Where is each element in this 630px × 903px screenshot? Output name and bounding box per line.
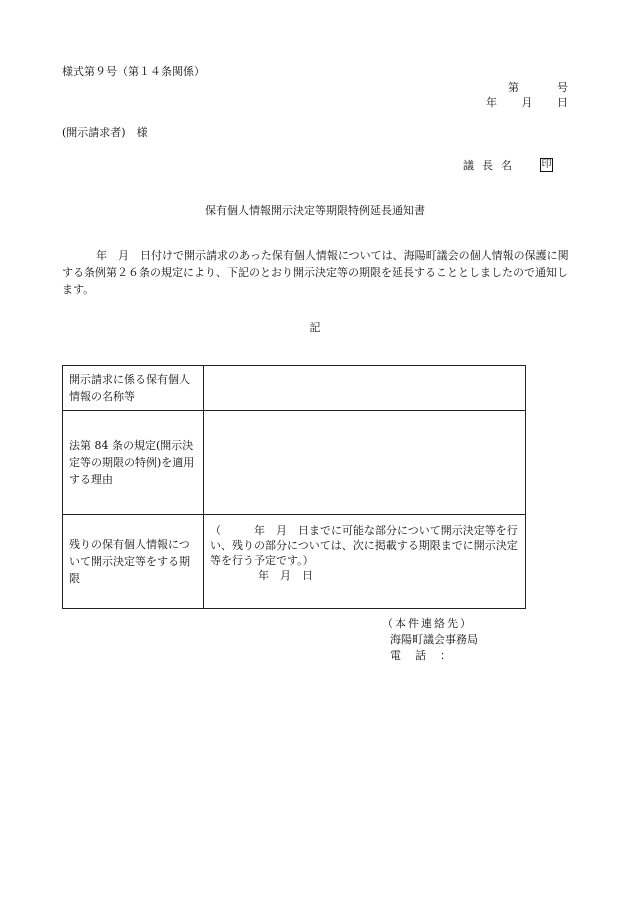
sender xyxy=(463,158,553,172)
table-label: 残りの保有個人情報について開示決定等をする期限 xyxy=(63,515,204,609)
tel-value: ： xyxy=(440,649,451,662)
document-date xyxy=(486,97,568,108)
table-label: 開示請求に係る保有個人情報の名称等 xyxy=(63,366,204,411)
table-row xyxy=(63,515,526,609)
body-paragraph xyxy=(62,247,572,298)
date-year: 年 xyxy=(486,96,497,109)
info-table xyxy=(62,365,526,609)
date-month: 月 xyxy=(521,96,533,109)
seal-mark: 印 xyxy=(541,159,552,170)
sender-name: 議長名 xyxy=(463,158,520,172)
table-label: 法第 84 条の規定(開示決定等の期限の特例)を適用する理由 xyxy=(63,411,204,515)
table-row xyxy=(63,366,526,411)
doc-no-suffix: 号 xyxy=(557,81,568,94)
deadline-date: 年 月 日 xyxy=(258,569,313,582)
contact-tel xyxy=(382,648,478,664)
table-value xyxy=(204,411,526,515)
deadline-note: （ 年 月 日までに可能な部分について開示決定等を行い、残りの部分については、次に掲載する期限までに開示決定等を行う予定です。） xyxy=(210,524,518,567)
date-day: 日 xyxy=(557,96,568,109)
form-number: 様式第９号（第１４条関係） xyxy=(62,65,205,78)
tel-label: 電話 xyxy=(390,649,440,662)
document-number xyxy=(508,82,568,93)
contact-office: 海陽町議会事務局 xyxy=(390,633,478,646)
document-title: 保有個人情報開示決定等期限特例延長通知書 xyxy=(205,204,425,217)
contact-block xyxy=(382,616,478,664)
table-row xyxy=(63,411,526,515)
doc-no-prefix: 第 xyxy=(508,81,519,94)
table-value xyxy=(204,366,526,411)
contact-heading: （本件連絡先） xyxy=(382,617,473,630)
ki-heading: 記 xyxy=(309,321,321,334)
table-value xyxy=(204,515,526,609)
recipient: (開示請求者) 様 xyxy=(62,126,148,139)
body-text: 年 月 日付けで開示請求のあった保有個人情報については、海陽町議会の個人情報の保護に関する条例第２６条の規定により、下記のとおり開示決定等の期限を延長することとしましたので通知します。 xyxy=(62,249,569,296)
